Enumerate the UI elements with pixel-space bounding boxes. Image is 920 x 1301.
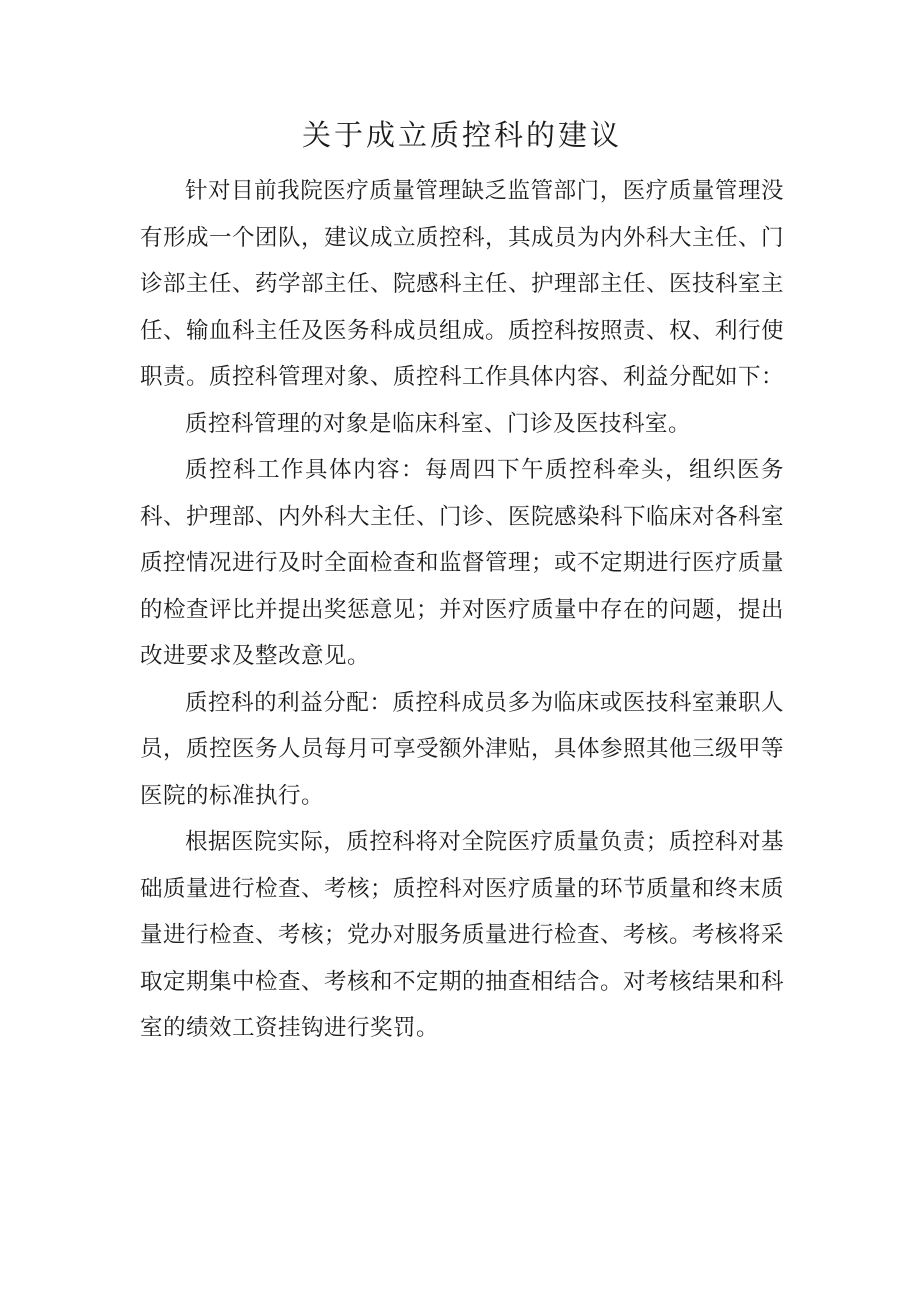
paragraph-intro: 针对目前我院医疗质量管理缺乏监管部门，医疗质量管理没有形成一个团队，建议成立质控科，其成员为内外科大主任、门诊部主任、药学部主任、院感科主任、护理部主任、医技科室主任、输血科主任及医务科成员组成。质控科按照责、权、利行使职责。质控科管理对象、质控科工作具体内容、利益分配如下： xyxy=(140,178,785,390)
paragraph-assessment: 根据医院实际，质控科将对全院医疗质量负责；质控科对基础质量进行检查、考核；质控科对医疗质量的环节质量和终末质量进行检查、考核；党办对服务质量进行检查、考核。考核将采取定期集中检查、考核和不定期的抽查相结合。对考核结果和科室的绩效工资挂钩进行奖罚。 xyxy=(140,829,785,1041)
paragraph-work-content: 质控科工作具体内容：每周四下午质控科牵头，组织医务科、护理部、内外科大主任、门诊、医院感染科下临床对各科室质控情况进行及时全面检查和监督管理；或不定期进行医疗质量的检查评比并提出奖惩意见；并对医疗质量中存在的问题，提出改进要求及整改意见。 xyxy=(140,457,785,669)
document-page xyxy=(140,110,784,1052)
paragraph-management-target: 质控科管理的对象是临床科室、门诊及医技科室。 xyxy=(185,410,692,437)
document-title: 关于成立质控科的建议 xyxy=(301,118,622,152)
paragraph-benefit-distribution: 质控科的利益分配：质控科成员多为临床或医技科室兼职人员，质控医务人员每月可享受额外津贴，具体参照其他三级甲等医院的标准执行。 xyxy=(140,689,785,809)
